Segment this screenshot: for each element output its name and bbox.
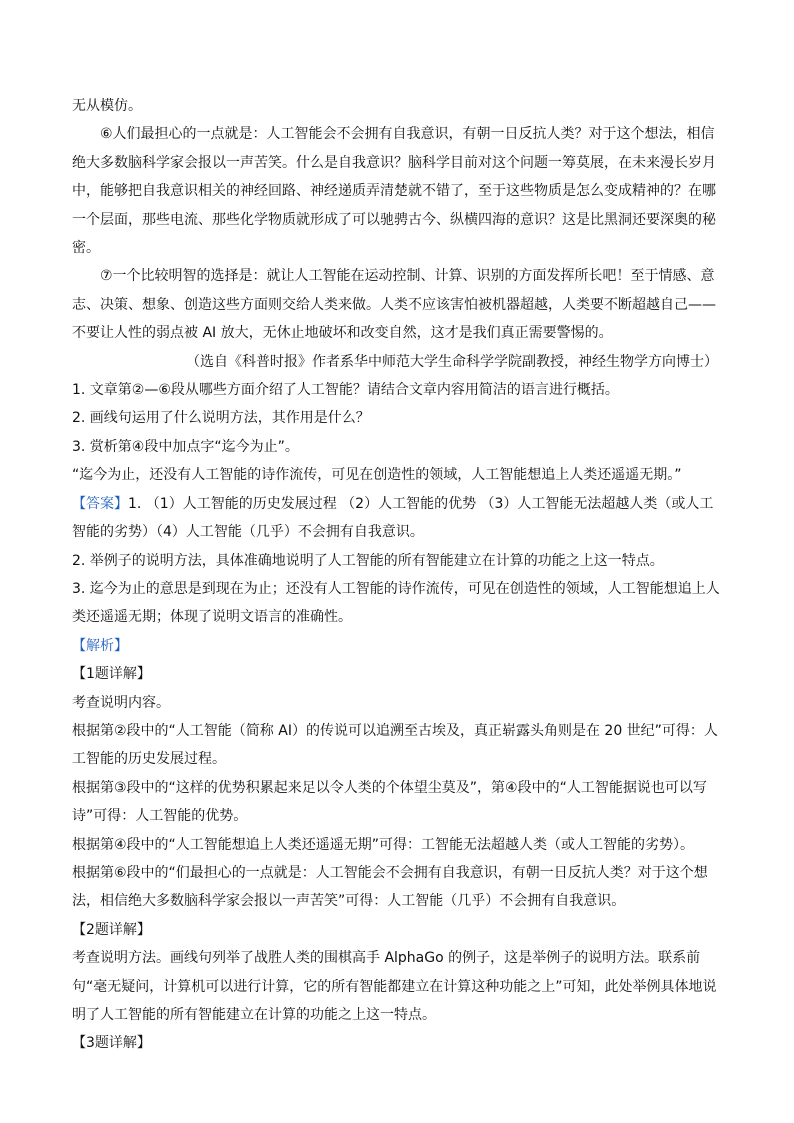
article-source: （选自《科普时报》作者系华中师范大学生命科学学院副教授，神经生物学方向博士） bbox=[186, 353, 718, 370]
detail-1-line: 考查说明内容。 bbox=[72, 694, 170, 711]
answer-2: 2. 举例子的说明方法，具体准确地说明了人工智能的所有智能建立在计算的功能之上这一特点。 bbox=[72, 552, 664, 569]
question-3: 3. 赏析第④段中加点字“迄今为止”。 bbox=[72, 438, 299, 455]
detail-1-line: 根据第④段中的“人工智能想追上人类还遥遥无期”可得：工智能无法超越人类（或人工智能的劣势）。 bbox=[72, 836, 695, 853]
answer-label: 【答案】 bbox=[72, 495, 128, 512]
question-1: 1. 文章第②—⑥段从哪些方面介绍了人工智能？请结合文章内容用简洁的语言进行概括。 bbox=[72, 382, 619, 399]
detail-3-label: 【3题详解】 bbox=[72, 1035, 151, 1052]
answer-1 bbox=[72, 490, 724, 547]
detail-1-line: 根据第⑥段中的“们最担心的一点就是：人工智能会不会拥有自我意识，有朝一日反抗人类？对于这个想法，相信绝大多数脑科学家会报以一声苦笑”可得：人工智能（几乎）不会拥有自我意识。 bbox=[72, 864, 708, 910]
answer-3: 3. 迄今为止的意思是到现在为止；还没有人工智能的诗作流传，可见在创造性的领域，人工智能想追上人类还遥遥无期；体现了说明文语言的准确性。 bbox=[72, 580, 720, 626]
question-2: 2. 画线句运用了什么说明方法，其作用是什么？ bbox=[72, 410, 370, 427]
answer-1-text: 1. （1）人工智能的历史发展过程 （2）人工智能的优势 （3）人工智能无法超越人类（或人工智能的劣势）（4）人工智能（几乎）不会拥有自我意识。 bbox=[72, 495, 714, 541]
article-paragraph-6: ⑥人们最担心的一点就是：人工智能会不会拥有自我意识，有朝一日反抗人类？对于这个想法，相信绝大多数脑科学家会报以一声苦笑。什么是自我意识？脑科学目前对这个问题一筹莫展，在未来漫长岁月中，能够把自我意识相关的神经回路、神经递质弄清楚就不错了，至于这些物质是怎么变成精神的？在哪一个层面，那些电流、那些化学物质就形成了可以驰骋古今、纵横四海的意识？这是比黑洞还要深奥的秘密。 bbox=[72, 126, 716, 257]
article-paragraph-7: ⑦一个比较明智的选择是：就让人工智能在运动控制、计算、识别的方面发挥所长吧！至于情感、意志、决策、想象、创造这些方面则交给人类来做。人类不应该害怕被机器超越，人类要不断超越自己——不要让人性的弱点被 AI 放大，无休止地破坏和改变自然，这才是我们真正需要警惕的。 bbox=[72, 268, 716, 342]
quoted-sentence: “迄今为止，还没有人工智能的诗作流传，可见在创造性的领域，人工智能想追上人类还遥遥无期。” bbox=[72, 467, 682, 484]
detail-1-label: 【1题详解】 bbox=[72, 666, 151, 683]
detail-2-text: 考查说明方法。画线句列举了战胜人类的围棋高手 AlphaGo 的例子，这是举例子的说明方法。联系前句“毫无疑问，计算机可以进行计算，它的所有智能都建立在计算这种功能之上”可知，此处举例具体地说明了人工智能的所有智能建立在计算的功能之上这一特点。 bbox=[72, 950, 717, 1023]
detail-1-line: 根据第③段中的“这样的优势积累起来足以令人类的个体望尘莫及”，第④段中的“人工智能据说也可以写诗”可得：人工智能的优势。 bbox=[72, 779, 707, 825]
detail-1-line: 根据第②段中的“人工智能（简称 AI）的传说可以追溯至古埃及，真正崭露头角则是在 20 世纪”可得：人工智能的历史发展过程。 bbox=[72, 722, 718, 768]
analysis-label: 【解析】 bbox=[72, 637, 128, 654]
detail-2-label: 【2题详解】 bbox=[72, 921, 151, 938]
page-content bbox=[72, 92, 724, 1058]
article-continuation: 无从模仿。 bbox=[72, 98, 142, 114]
